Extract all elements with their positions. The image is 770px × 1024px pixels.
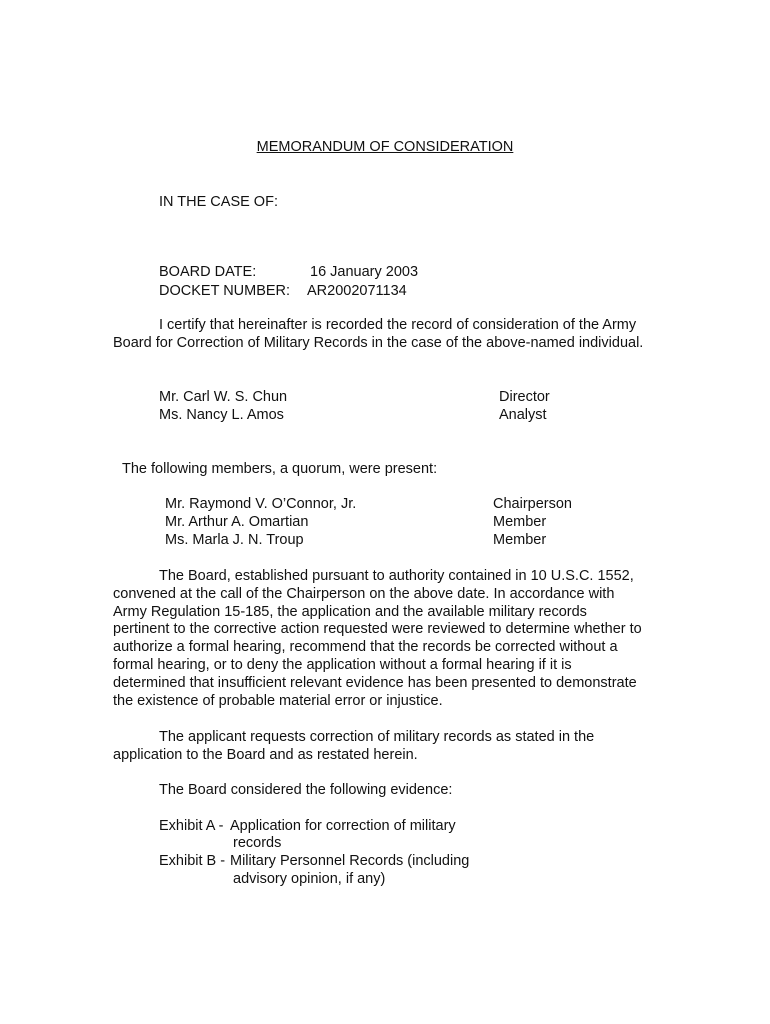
exhibit-b-line1: Military Personnel Records (including	[230, 853, 470, 869]
board-date-label: BOARD DATE:	[159, 264, 257, 280]
exhibit-b-line2: advisory opinion, if any)	[233, 871, 386, 887]
staff-name-2: Ms. Nancy L. Amos	[159, 407, 284, 423]
applicant-paragraph: The applicant requests correction of military records as stated in the application to the Board and as restated herein.	[113, 729, 595, 763]
member-name-3: Ms. Marla J. N. Troup	[165, 532, 304, 548]
board-paragraph: The Board, established pursuant to authority contained in 10 U.S.C. 1552, convened at the call of the Chairperson on the above date. In accordance with Army Regulation 15-185, the application and the available military records pertinent to the corrective action requested were reviewed to determine whether to authorize a formal hearing, recommend that the records be corrected without a formal hearing, or to deny the application without a formal hearing if it is determined that insufficient relevant evidence has been presented to demonstrate the existence of probable material error or injustice.	[113, 568, 642, 709]
quorum-text: The following members, a quorum, were present:	[122, 461, 438, 477]
evidence-intro: The Board considered the following evidence:	[159, 782, 453, 798]
exhibit-a-line1: Application for correction of military	[230, 818, 456, 834]
case-label: IN THE CASE OF:	[159, 194, 278, 210]
member-role-2: Member	[493, 514, 547, 530]
member-role-1: Chairperson	[493, 496, 572, 512]
exhibit-b-label: Exhibit B -	[159, 853, 226, 869]
certify-paragraph: I certify that hereinafter is recorded the record of consideration of the Army Board for Correction of Military Records in the case of the above-named individual.	[113, 317, 644, 351]
exhibit-a-line2: records	[233, 835, 282, 851]
staff-role-2: Analyst	[499, 407, 547, 423]
staff-name-1: Mr. Carl W. S. Chun	[159, 389, 288, 405]
member-name-1: Mr. Raymond V. O’Connor, Jr.	[165, 496, 357, 512]
docket-value: AR2002071134	[307, 283, 407, 299]
member-role-3: Member	[493, 532, 547, 548]
exhibit-a-label: Exhibit A -	[159, 818, 224, 834]
board-date-value: 16 January 2003	[310, 264, 419, 280]
memo-title: MEMORANDUM OF CONSIDERATION	[256, 139, 514, 155]
docket-label: DOCKET NUMBER:	[159, 283, 291, 299]
member-name-2: Mr. Arthur A. Omartian	[165, 514, 309, 530]
staff-role-1: Director	[499, 389, 550, 405]
